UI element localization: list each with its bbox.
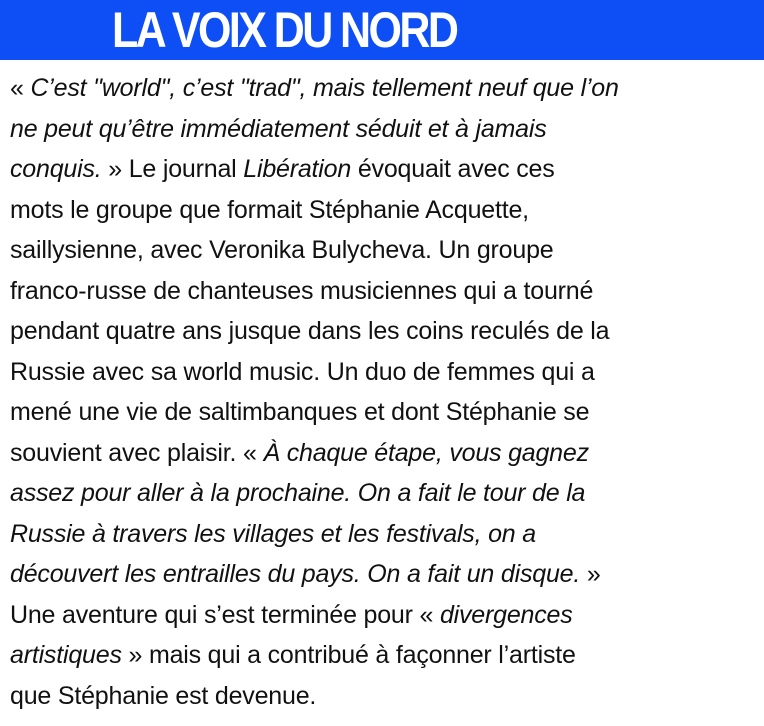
article-line: mots le groupe que formait Stéphanie Acquette, — [10, 195, 529, 224]
article-body — [10, 68, 760, 716]
article-line: franco-russe de chanteuses musiciennes qui a tourné — [10, 276, 594, 305]
article-line: « C’est "world", c’est "trad", mais tellement neuf que l’on — [10, 74, 619, 102]
article-line: que Stéphanie est devenue. — [10, 681, 317, 710]
article-line: conquis. » Le journal Libération évoquait avec ces — [10, 155, 555, 183]
article-line: pendant quatre ans jusque dans les coins reculés de la — [10, 317, 610, 345]
masthead-banner — [0, 0, 764, 60]
article-line: assez pour aller à la prochaine. On a fait le tour de la — [10, 479, 586, 507]
article-line: artistiques » mais qui a contribué à façonner l’artiste — [10, 641, 576, 669]
article-line: ne peut qu’être immédiatement séduit et à jamais — [10, 114, 547, 143]
article-line: souvient avec plaisir. « À chaque étape, vous gagnez — [10, 438, 589, 467]
article-line: saillysienne, avec Veronika Bulycheva. Un groupe — [10, 236, 554, 264]
article-line: Une aventure qui s’est terminée pour « divergences — [10, 600, 573, 629]
article-line: Russie à travers les villages et les festivals, on a — [10, 519, 536, 548]
article-line: découvert les entrailles du pays. On a fait un disque. » — [10, 560, 601, 588]
article-line: Russie avec sa world music. Un duo de femmes qui a — [10, 357, 595, 386]
article-line: mené une vie de saltimbanques et dont Stéphanie se — [10, 398, 590, 426]
masthead-title: LA VOIX DU NORD — [112, 2, 457, 58]
